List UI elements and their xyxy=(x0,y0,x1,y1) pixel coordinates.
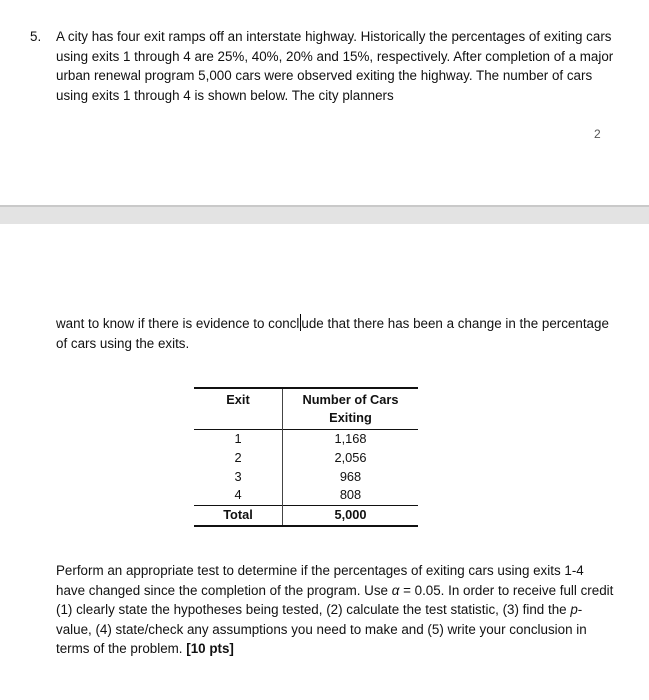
exit-cell: 3 xyxy=(194,468,283,487)
task-text-a: Perform an appropriate test to determine if the percentages of exiting cars using exits 1-4 have changed since the completion of the program. Use xyxy=(56,563,584,598)
header-exit: Exit xyxy=(194,388,283,430)
question-intro: A city has four exit ramps off an interstate highway. Historically the percentages of exiting cars using exits 1 through 4 are 25%, 40%, 20% and 15%, respectively. After completion of a major urban renewal program 5,000 cars were observed exiting the highway. The number of cars using exits 1 through 4 is shown below. The city planners xyxy=(56,29,614,103)
points-label: [10 pts] xyxy=(186,641,234,657)
header-count-line2: Exiting xyxy=(329,410,372,425)
table-row xyxy=(194,468,418,487)
task-text-b: = 0.05. In order to receive full credit (1) clearly state the hypotheses being tested, (2) calculate the test statistic, (3) find the xyxy=(56,582,614,618)
count-cell: 1,168 xyxy=(334,431,367,446)
question-number: 5. xyxy=(30,29,42,44)
table-row xyxy=(194,449,418,468)
task-instructions xyxy=(56,561,616,659)
total-row xyxy=(194,506,418,526)
exit-cell: 2 xyxy=(194,449,283,468)
page-gap xyxy=(0,205,649,226)
table-row xyxy=(194,430,418,449)
total-value: 5,000 xyxy=(334,507,367,523)
task-text-c: -value, (4) state/check any assumptions you need to make and (5) write your conclusion in terms of the problem. xyxy=(56,602,587,657)
table-header-row xyxy=(194,388,418,430)
exit-cell: 4 xyxy=(194,486,283,505)
count-cell: 968 xyxy=(339,468,362,484)
exit-table xyxy=(194,387,418,527)
page-number: 2 xyxy=(594,127,601,141)
continued-text-after: ude that there has been a change in the percentage of cars using the exits. xyxy=(56,316,609,351)
continued-text-before: want to know if there is evidence to concl xyxy=(56,316,300,331)
exit-cell: 1 xyxy=(194,430,283,449)
p-italic: p xyxy=(570,602,578,618)
count-cell: 2,056 xyxy=(334,449,367,465)
table-row xyxy=(194,486,418,505)
question-continued xyxy=(56,314,616,353)
total-label: Total xyxy=(194,506,283,526)
count-cell: 808 xyxy=(339,487,362,503)
alpha-symbol: α xyxy=(391,582,400,598)
header-count-line1: Number of Cars xyxy=(302,392,399,407)
header-number-of-cars xyxy=(283,388,419,430)
